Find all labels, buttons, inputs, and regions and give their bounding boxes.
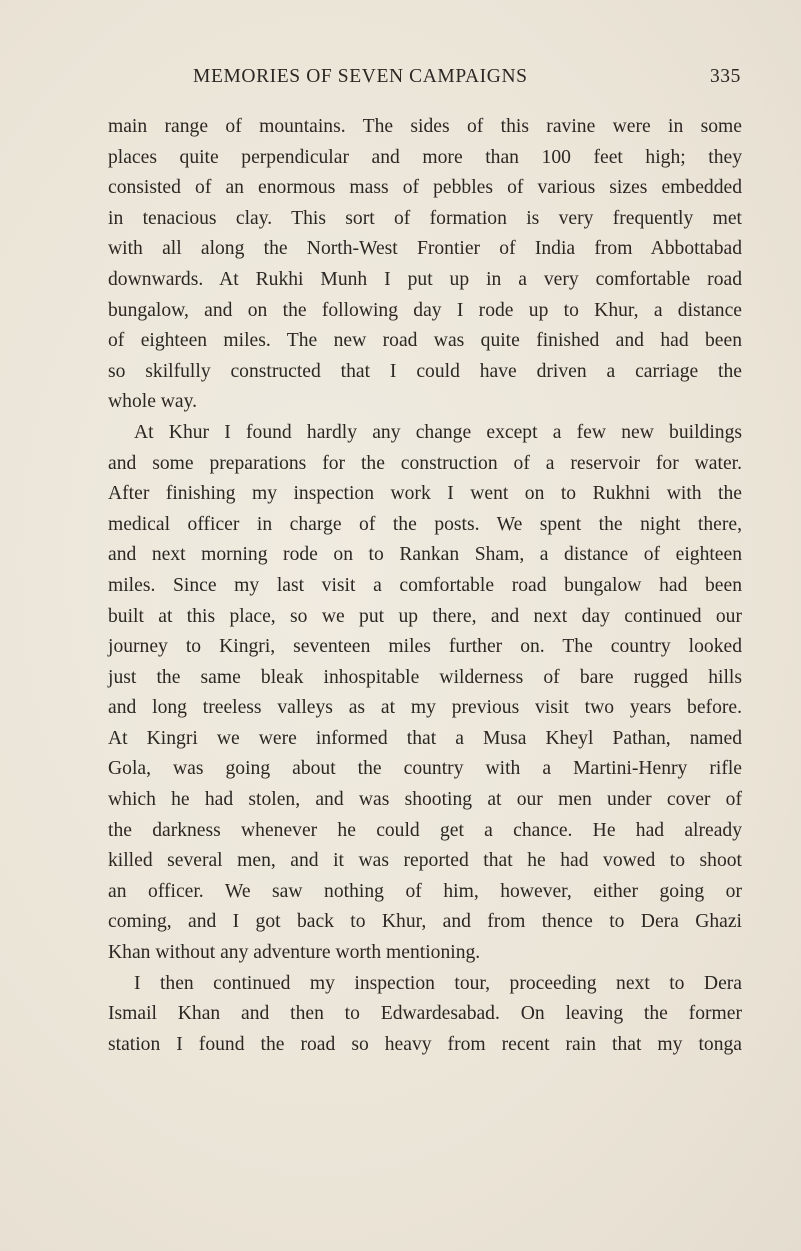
text-line: After finishing my inspection work I went on to Rukhni with the	[108, 483, 742, 505]
text-line: which he had stolen, and was shooting at our men under cover of	[108, 789, 742, 811]
text-line: whole way.	[108, 391, 198, 413]
paragraph-3	[108, 969, 742, 1061]
text-line: in tenacious clay. This sort of formation is very frequently met	[108, 207, 742, 229]
text-line: At Khur I found hardly any change except a few new buildings	[134, 421, 742, 443]
text-line: Ismail Khan and then to Edwardesabad. On leaving the former	[108, 1003, 742, 1025]
text-line: the darkness whenever he could get a chance. He had already	[108, 819, 742, 841]
text-line: Khan without any adventure worth mentioning.	[108, 942, 481, 964]
text-line: so skilfully constructed that I could have driven a carriage the	[108, 360, 742, 382]
text-line: bungalow, and on the following day I rode up to Khur, a distance	[108, 299, 742, 321]
text-line: I then continued my inspection tour, proceeding next to Dera	[134, 972, 742, 994]
text-line: station I found the road so heavy from recent rain that my tonga	[108, 1033, 742, 1055]
paragraph-2	[108, 418, 742, 969]
body-text	[108, 112, 742, 1060]
text-line: At Kingri we were informed that a Musa Kheyl Pathan, named	[108, 727, 742, 749]
text-line: an officer. We saw nothing of him, however, either going or	[108, 880, 742, 902]
text-line: built at this place, so we put up there, and next day continued our	[108, 605, 742, 627]
text-line: of eighteen miles. The new road was quite finished and had been	[108, 330, 742, 352]
text-line: and next morning rode on to Rankan Sham, a distance of eighteen	[108, 544, 742, 566]
text-line: journey to Kingri, seventeen miles further on. The country looked	[108, 636, 742, 658]
text-line: with all along the North-West Frontier of India from Abbottabad	[108, 238, 742, 260]
text-line: Gola, was going about the country with a Martini-Henry rifle	[108, 758, 742, 780]
text-line: killed several men, and it was reported that he had vowed to shoot	[108, 850, 742, 872]
text-line: and some preparations for the construction of a reservoir for water.	[108, 452, 742, 474]
text-line: main range of mountains. The sides of this ravine were in some	[108, 116, 742, 137]
text-line: just the same bleak inhospitable wilderness of bare rugged hills	[108, 666, 742, 688]
text-line: downwards. At Rukhi Munh I put up in a very comfortable road	[108, 268, 742, 290]
paragraph-1	[108, 112, 742, 418]
text-line: medical officer in charge of the posts. We spent the night there,	[108, 513, 742, 535]
text-line: miles. Since my last visit a comfortable road bungalow had been	[108, 574, 742, 596]
running-head	[108, 64, 741, 90]
text-line: places quite perpendicular and more than 100 feet high; they	[108, 146, 742, 168]
text-line: consisted of an enormous mass of pebbles of various sizes embedded	[108, 177, 742, 199]
running-head-title: MEMORIES OF SEVEN CAMPAIGNS	[193, 66, 528, 87]
page-number: 335	[709, 66, 741, 87]
text-line: and long treeless valleys as at my previous visit two years before.	[108, 697, 742, 719]
text-line: coming, and I got back to Khur, and from thence to Dera Ghazi	[108, 911, 742, 933]
